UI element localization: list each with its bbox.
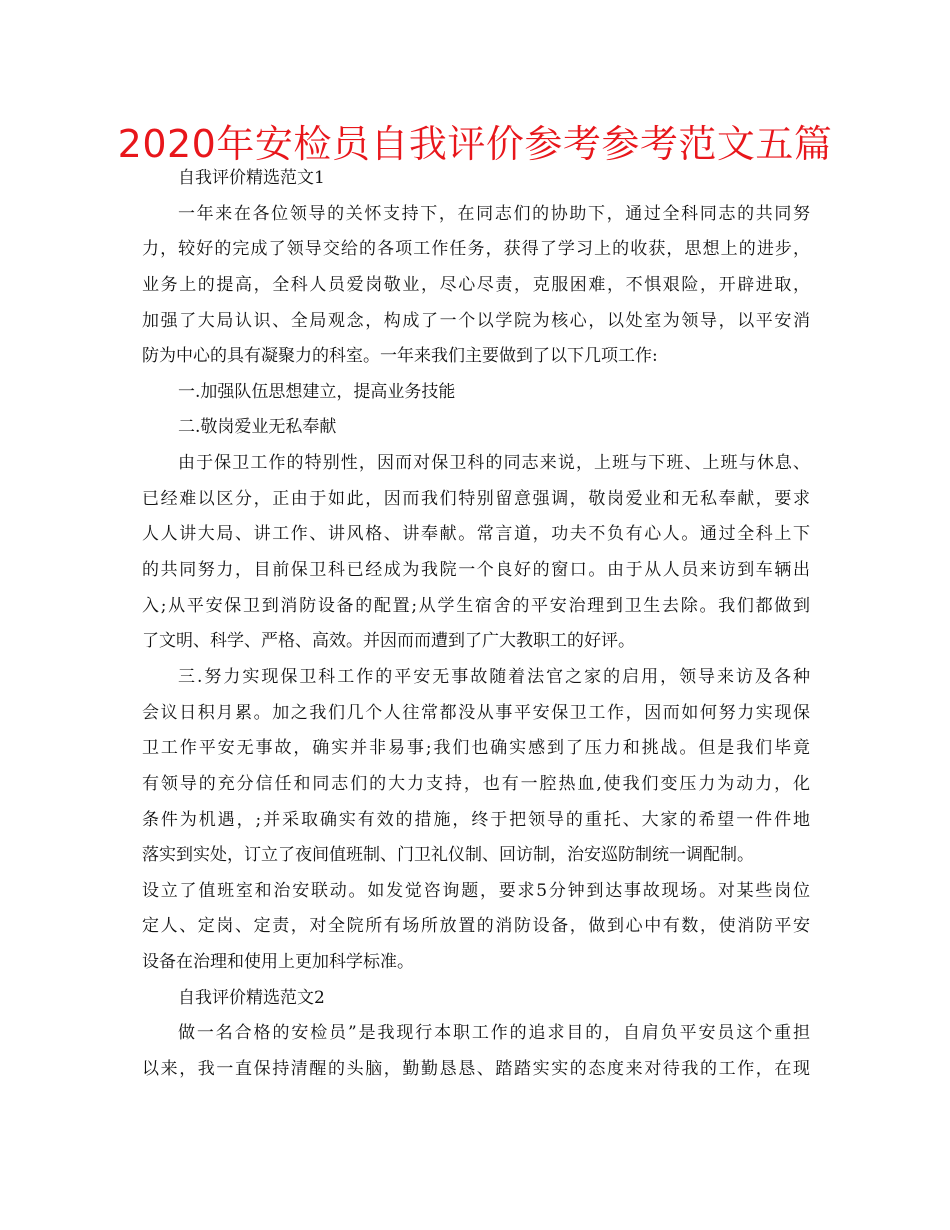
paragraph-line: 力，较好的完成了领导交给的各项工作任务，获得了学习上的收获，思想上的进步， xyxy=(142,239,810,260)
paragraph-line: 了文明、科学、严格、高效。并因而而遭到了广大教职工的好评。 xyxy=(142,631,635,652)
paragraph-line: 防为中心的具有凝聚力的科室。一年来我们主要做到了以下几项工作: xyxy=(142,346,658,367)
paragraph-line: 一年来在各位领导的关怀支持下，在同志们的协助下，通过全科同志的共同努 xyxy=(178,203,810,224)
document-title: 2020年安检员自我评价参考参考范文五篇 xyxy=(117,122,833,166)
paragraph-line: 由于保卫工作的特别性，因而对保卫科的同志来说，上班与下班、上班与休息、 xyxy=(178,453,810,474)
paragraph-line: 业务上的提高，全科人员爱岗敬业，尽心尽责，克服困难，不惧艰险，开辟进取， xyxy=(142,274,810,295)
paragraph-line: 落实到实处，订立了夜间值班制、门卫礼仪制、回访制，治安巡防制统一调配制。 xyxy=(142,845,754,866)
section-heading: 自我评价精选范文1 xyxy=(178,168,325,188)
paragraph-line: 三.努力实现保卫科工作的平安无事故随着法官之家的启用，领导来访及各种 xyxy=(178,666,810,687)
paragraph-line: 加强了大局认识、全局观念，构成了一个以学院为核心，以处室为领导，以平安消 xyxy=(142,310,810,331)
document-body xyxy=(142,161,810,1088)
paragraph-line: 以来，我一直保持清醒的头脑，勤勤恳恳、踏踏实实的态度来对待我的工作，在现 xyxy=(142,1059,810,1080)
paragraph-line: 设立了值班室和治安联动。如发觉咨询题，要求5分钟到达事故现场。对某些岗位 xyxy=(142,880,810,901)
paragraph-line: 定人、定岗、定责，对全院所有场所放置的消防设备，做到心中有数，使消防平安 xyxy=(142,916,810,937)
list-item: 二.敬岗爱业无私奉献 xyxy=(178,417,337,438)
paragraph-line: 条件为机遇，;并采取确实有效的措施，终于把领导的重托、大家的希望一件件地 xyxy=(142,809,810,830)
section-heading: 自我评价精选范文2 xyxy=(178,987,325,1008)
paragraph-line: 会议日积月累。加之我们几个人往常都没从事平安保卫工作，因而如何努力实现保 xyxy=(142,702,810,723)
paragraph-line: 有领导的充分信任和同志们的大力支持，也有一腔热血,使我们变压力为动力，化 xyxy=(142,773,810,794)
paragraph-line: 做一名合格的安检员”是我现行本职工作的追求目的，自肩负平安员这个重担 xyxy=(178,1023,810,1044)
list-item: 一.加强队伍思想建立，提高业务技能 xyxy=(178,381,456,402)
paragraph-line: 人人讲大局、讲工作、讲风格、讲奉献。常言道，功夫不负有心人。通过全科上下 xyxy=(142,524,810,545)
paragraph-line: 的共同努力，目前保卫科已经成为我院一个良好的窗口。由于从人员来访到车辆出 xyxy=(142,560,810,581)
paragraph-line: 卫工作平安无事故，确实并非易事;我们也确实感到了压力和挑战。但是我们毕竟 xyxy=(142,738,810,759)
paragraph-line: 设备在治理和使用上更加科学标准。 xyxy=(142,952,414,973)
paragraph-line: 已经难以区分，正由于如此，因而我们特别留意强调，敬岗爱业和无私奉献，要求 xyxy=(142,488,810,509)
paragraph-line: 入;从平安保卫到消防设备的配置;从学生宿舍的平安治理到卫生去除。我们都做到 xyxy=(142,595,810,616)
